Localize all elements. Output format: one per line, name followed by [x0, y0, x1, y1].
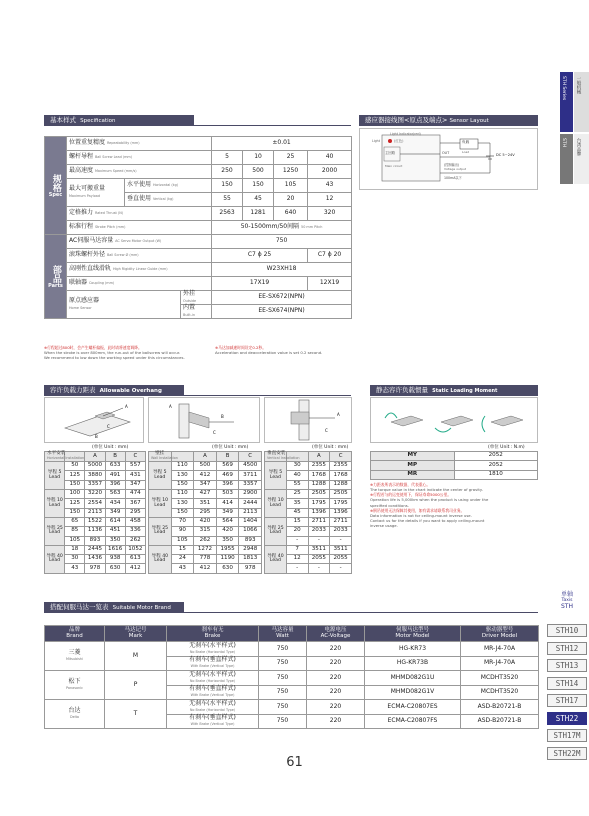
- lead-label: 导程 10 Lead: [45, 490, 65, 518]
- static-moment-table: [370, 451, 538, 480]
- oh-col: C: [330, 452, 352, 462]
- overhang-header: 容许负载力距表 Allowable Overhang: [44, 385, 184, 396]
- sensor-layout-header: 感应器接线图<原点及端点> Sensor Layout: [359, 115, 538, 126]
- oh-col: B: [216, 452, 239, 462]
- table-row: 55 1288 1288: [265, 480, 352, 489]
- spec-header: 基本样式 Specification: [44, 115, 194, 126]
- motor-col-header: 马达容量 Watt: [259, 626, 307, 642]
- table-row: 有刹车(垂直样式) With Brake (Vertical Type) 750 220 ECMA-C20807FS ASD-B20721-B: [45, 714, 539, 729]
- oh-col: B: [105, 452, 125, 462]
- table-row: 导程 5 Lead 50 5000 633 557: [45, 462, 146, 471]
- table-row: 导程 25 Lead 65 1522 614 458: [45, 517, 146, 526]
- overhang-horizontal-table: [44, 451, 146, 574]
- table-row: 松下 Panasonic P 无刹车(水平样式) No Brake (Horizontal Type) 750 220 MHMD082G1U MCDHT3520: [45, 671, 539, 686]
- lead-label: 导程 10 Lead: [149, 490, 172, 518]
- spec-table: 规格 Spec 位置重复精度 Repeatability (mm) ±0.01 螺杆导程 Ball Screw Lead (mm) 5 10 25 40 最高速度 Maximum Speed (mm/s) 250 500 1250 2000 最大可搬重量 Maximum Payload 水平使用 Horizontal (kg) 150 150 105 43 垂直使用 Vertical (kg) 55 45 20 12 定格推力 Rated Thrust (N) 2563 1281 640 320 标准行程 Stroke Pitch (mm) 50-1500mm/50间隔 50 mm Pitch 部品 Parts AC伺服马达容量 AC Servo Motor Output (W) 750 滚珠螺杆外径 Ball Screw Ø (mm) C7 ɸ 25 C7 ɸ 20 高刚性直线滑轨 High Rigidity Linear Guide (mm) W23XH18 联轴器 Coupling (mm) 17X19 12X19 原点感应器 Home Sensor 外挂 Outside EE-SX672(NPN) 内置 Built-in EE-SX674(NPN): [44, 136, 352, 319]
- page-number: 61: [286, 755, 303, 770]
- overhang-wall-table: [148, 451, 262, 574]
- table-row: 导程 25 Lead 15 2711 2711: [265, 517, 352, 526]
- tab-sth22m[interactable]: STH22M: [547, 747, 587, 760]
- table-row: 24 778 1190 1813: [149, 555, 262, 564]
- lead-label: 导程 40 Lead: [45, 545, 65, 573]
- table-row: 150 2113 349 295: [45, 508, 146, 517]
- tab-sth12[interactable]: STH12: [547, 642, 587, 655]
- table-row: 40 1768 1768: [265, 471, 352, 480]
- table-row: 导程 25 Lead 70 420 564 1404: [149, 517, 262, 526]
- table-row: MP 2052: [371, 461, 538, 470]
- svg-text:C: C: [107, 424, 110, 429]
- static-unit: (单位 Unit : N.m): [488, 445, 525, 450]
- table-row: 130 351 414 2444: [149, 499, 262, 508]
- oh-title: 壁挂 Wall Installation: [149, 452, 172, 462]
- lead-label: 导程 5 Lead: [265, 462, 287, 490]
- nav-title: 单轴 Taxis STH: [560, 591, 573, 610]
- table-row: 130 412 469 3711: [149, 471, 262, 480]
- table-row: 105 893 350 262: [45, 536, 146, 545]
- table-row: 125 2554 434 367: [45, 499, 146, 508]
- side-label-4: 台湾品牌: [576, 138, 581, 156]
- table-row: 导程 10 Lead 110 427 503 2900: [149, 490, 262, 499]
- oh-title: 垂直安装 Vertical Installation: [265, 452, 287, 462]
- table-row: 43 412 630 978: [149, 564, 262, 573]
- lead-label: 导程 40 Lead: [149, 545, 172, 573]
- side-label-2: 一般机械: [576, 76, 581, 94]
- svg-text:B: B: [221, 414, 224, 419]
- spec-note-2: ※马达加减速时间设定0.2秒。 Acceleration and deacceleration value is set 0.2 second.: [215, 345, 323, 356]
- oh-col: C: [125, 452, 145, 462]
- lead-label: 导程 25 Lead: [265, 517, 287, 545]
- oh-col: A: [308, 452, 330, 462]
- table-row: 有刹车(垂直样式) With Brake (Vertical Type) 750 220 MHMD082G1V MCDHT3520: [45, 685, 539, 700]
- table-row: 43 978 630 412: [45, 564, 146, 573]
- mark-cell: T: [105, 700, 167, 729]
- table-row: 30 1436 938 613: [45, 555, 146, 564]
- lead-label: 导程 5 Lead: [149, 462, 172, 490]
- static-moment-header: 静态容许负载惯量 Static Loading Moment: [370, 385, 538, 396]
- table-row: 导程 40 Lead 15 1272 1955 2948: [149, 545, 262, 554]
- brand-cell: 三菱 Mitsubishi: [45, 642, 105, 671]
- table-row: 35 1795 1795: [265, 499, 352, 508]
- spec-note-1: ※行程超过800时，会产生螺杆偏振，此时请将速度调降。 When the stroke is over 800mm, the run-out of the ballscrew will occur. We recommend to low down the working speed under this circumstances.: [44, 345, 185, 361]
- table-row: 导程 10 Lead 100 3220 563 474: [45, 490, 146, 499]
- table-row: 150 3357 396 347: [45, 480, 146, 489]
- overhang-vertical-diagram: [264, 397, 352, 443]
- overhang-unit-3: (单位 Unit : mm): [312, 445, 349, 450]
- static-moment-diagram: [370, 397, 538, 443]
- series-side-strip: [560, 72, 589, 218]
- table-row: 导程 5 Lead 110 500 569 4500: [149, 462, 262, 471]
- lead-label: 导程 25 Lead: [45, 517, 65, 545]
- overhang-horizontal-diagram: [44, 397, 144, 443]
- tab-sth14[interactable]: STH14: [547, 677, 587, 690]
- motor-col-header: 品牌 Brand: [45, 626, 105, 642]
- tab-sth17[interactable]: STH17: [547, 694, 587, 707]
- table-row: 125 3880 491 431: [45, 471, 146, 480]
- overhang-unit-2: (单位 Unit : mm): [212, 445, 249, 450]
- motor-header: 搭配伺服马达一览表 Suitable Motor Brand: [44, 602, 184, 613]
- table-row: 导程 40 Lead 18 2445 1616 1052: [45, 545, 146, 554]
- static-notes: ※力距表所表示的数据，代表重心。 The torque value in the chart indicate the center of gravity. ※行程若与的运变使用下，保证寿命5000公里。 Operation life is 5,000km when the product is using under the specified conditions. ※倒吊使用无法保障其使用，如有需求请联系我司业务。 Data information is not for ceiling-mount inverse use. Contact us for the details if you want to apply ceiling-mount inverse usage.: [370, 482, 489, 528]
- side-label-3: STH: [561, 138, 566, 147]
- svg-text:C: C: [325, 428, 328, 433]
- tab-sth13[interactable]: STH13: [547, 659, 587, 672]
- brand-cell: 松下 Panasonic: [45, 671, 105, 700]
- table-row: 导程 10 Lead 25 2505 2505: [265, 490, 352, 499]
- motor-col-header: 电源电压 AC-Voltage: [307, 626, 365, 642]
- lead-label: 导程 25 Lead: [149, 517, 172, 545]
- svg-text:A: A: [125, 404, 128, 409]
- table-row: 导程 40 Lead 7 3511 3511: [265, 545, 352, 554]
- spec-row-0: 位置重复精度 Repeatability (mm): [67, 137, 212, 151]
- tab-sth22[interactable]: STH22: [547, 712, 587, 725]
- svg-text:C: C: [213, 430, 216, 435]
- side-label: STH Series: [561, 76, 566, 101]
- table-row: 12 2055 2055: [265, 555, 352, 564]
- table-row: - - -: [265, 564, 352, 573]
- table-row: MY 2052: [371, 452, 538, 461]
- oh-col: A: [194, 452, 217, 462]
- motor-col-header: 刹车有无 Brake: [167, 626, 259, 642]
- svg-text:B: B: [95, 434, 98, 439]
- table-row: 45 1396 1396: [265, 508, 352, 517]
- overhang-unit-1: (单位 Unit : mm): [92, 445, 129, 450]
- table-row: 导程 5 Lead 30 2355 2355: [265, 462, 352, 471]
- motor-col-header: 伺服马达型号 Motor Model: [365, 626, 461, 642]
- brand-cell: 台达 Delta: [45, 700, 105, 729]
- table-row: MR 1810: [371, 470, 538, 479]
- table-row: 105 262 350 893: [149, 536, 262, 545]
- table-row: 150 295 349 2113: [149, 508, 262, 517]
- lead-label: 导程 10 Lead: [265, 490, 287, 518]
- overhang-wall-diagram: [148, 397, 260, 443]
- table-row: 90 315 420 1066: [149, 527, 262, 536]
- sensor-wiring-diagram: Light Indicator(red) Light (红色) 主回路 Main circuit OUT 负载 Load (控制输出) Voltage output 100mA以下 DC 5~24V: [359, 128, 538, 190]
- table-row: 150 347 396 3357: [149, 480, 262, 489]
- table-row: 20 2033 2033: [265, 527, 352, 536]
- table-row: 台达 Delta T 无刹车(水平样式) No Brake (Horizontal Type) 750 220 ECMA-C20807ES ASD-B20721-B: [45, 700, 539, 715]
- svg-text:A: A: [337, 412, 340, 417]
- motor-table: [44, 625, 539, 729]
- tab-sth10[interactable]: STH10: [547, 624, 587, 637]
- oh-col: C: [239, 452, 262, 462]
- table-row: 85 1136 451 336: [45, 527, 146, 536]
- motor-col-header: 驱动器型号 Driver Model: [461, 626, 539, 642]
- table-row: 有刹车(垂直样式) With Brake (Vertical Type) 750 220 HG-KR73B MR-J4-70A: [45, 656, 539, 671]
- table-row: - - -: [265, 536, 352, 545]
- overhang-vertical-table: [264, 451, 352, 574]
- svg-text:A: A: [169, 404, 172, 409]
- mark-cell: M: [105, 642, 167, 671]
- tab-sth17m[interactable]: STH17M: [547, 729, 587, 742]
- oh-col: A: [85, 452, 105, 462]
- table-row: 三菱 Mitsubishi M 无刹车(水平样式) No Brake (Horizontal Type) 750 220 HG-KR73 MR-J4-70A: [45, 642, 539, 657]
- lead-label: 导程 5 Lead: [45, 462, 65, 490]
- motor-col-header: 马达记号 Mark: [105, 626, 167, 642]
- mark-cell: P: [105, 671, 167, 700]
- oh-title: 水平安装 Horizontal Installation: [45, 452, 65, 462]
- lead-label: 导程 40 Lead: [265, 545, 287, 573]
